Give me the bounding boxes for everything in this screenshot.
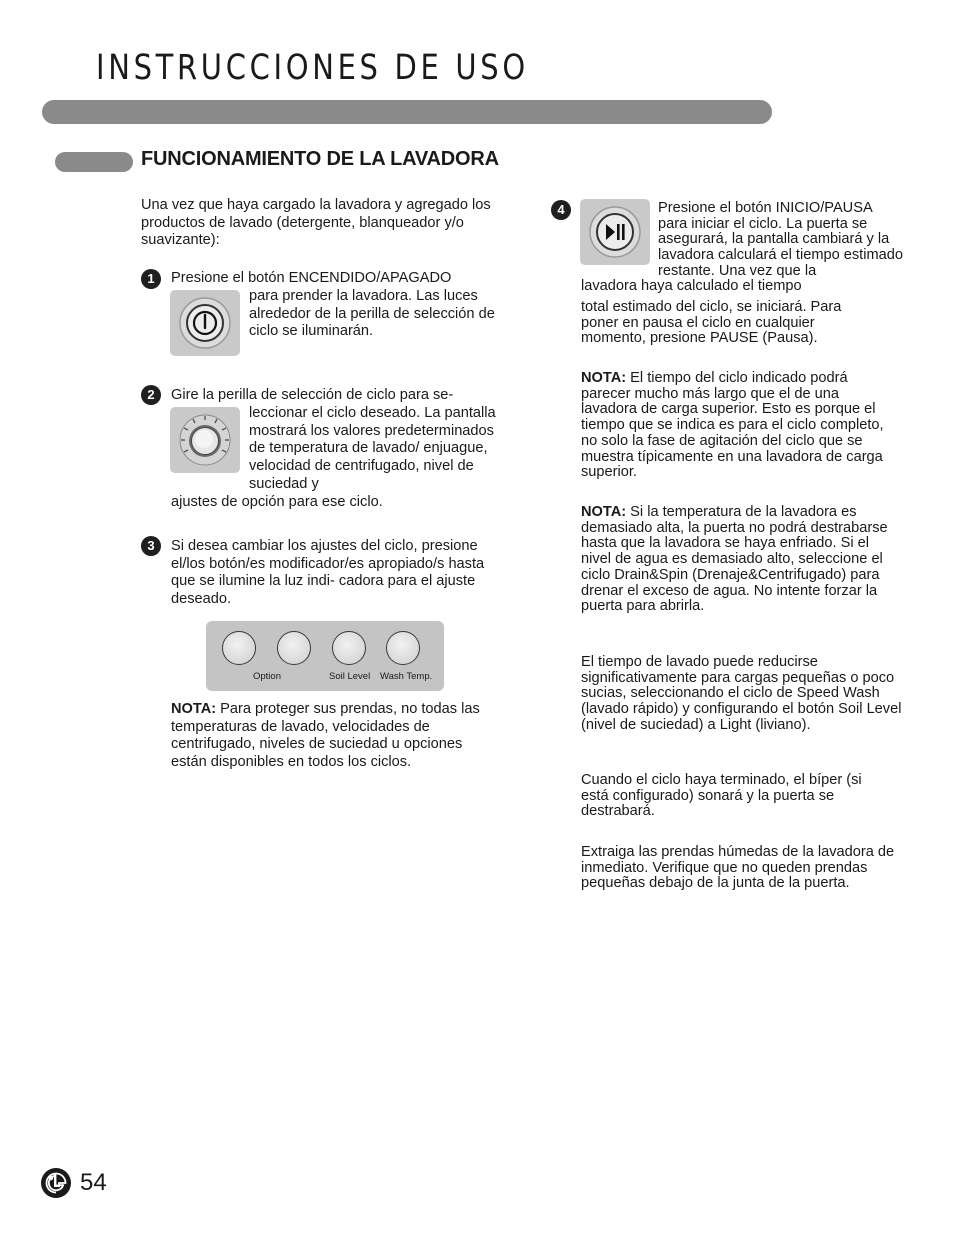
step-4-text: Presione el botón INICIO/PAUSA para iniciar el ciclo. La puerta se asegurará, la pantalla cambiará y la lavadora calculará el tiempo estimado restante. Una vez que la xyxy=(658,200,903,279)
page-number: 54 xyxy=(80,1169,107,1196)
speed-wash-paragraph: El tiempo de lavado puede reducirse significativamente para cargas pequeñas o poco sucias, seleccionando el ciclo de Speed Wash (lavado rápido) y configurando el botón Soil Level (nivel de suciedad) a Light (liviano). xyxy=(581,654,902,733)
step-2-text: leccionar el ciclo deseado. La pantalla mostrará los valores predeterminados de temperatura de lavado/ enjuague, velocidad de centrifugado, nivel de suciedad y xyxy=(249,405,496,492)
soil-level-button[interactable] xyxy=(332,631,366,665)
power-button-image xyxy=(170,290,240,356)
lg-logo-icon xyxy=(40,1167,72,1199)
step-1-first-line: Presione el botón ENCENDIDO/APAGADO xyxy=(171,270,452,286)
step-number-badge: 4 xyxy=(551,200,571,220)
step-number-badge: 1 xyxy=(141,269,161,289)
step-4-wrap-line: lavadora haya calculado el tiempo xyxy=(581,278,802,294)
step-4-continuation: total estimado del ciclo, se iniciará. Para poner en pausa el ciclo en cualquier momento, presione PAUSE (Pausa). xyxy=(581,299,842,347)
start-pause-button-icon xyxy=(587,204,643,260)
step-2-tail: ajustes de opción para ese ciclo. xyxy=(171,494,383,510)
option-button[interactable] xyxy=(222,631,256,665)
intro-paragraph: Una vez que haya cargado la lavadora y agregado los productos de lavado (detergente, blanqueador y/o suavizante): xyxy=(141,197,491,249)
note-text: Si la temperatura de la lavadora es demasiado alta, la puerta no podrá destrabarse hasta que la lavadora se haya enfriado. Si el nivel de agua es demasiado alto, seleccione el ciclo Drain&Spin (Drenaje&Centrifugado) para drenar el exceso de agua. No intente forzar la puerta para abrirla. xyxy=(581,504,888,615)
note-text: El tiempo del ciclo indicado podrá parecer mucho más largo que el de una lavadora de carga superior. Esto es porque el tiempo que se indica es para el ciclo completo, no solo la fase de agitación del ciclo que se muestra típicamente en una lavadora de carga superior. xyxy=(581,370,884,481)
step-2-first-line: Gire la perilla de selección de ciclo para se- xyxy=(171,387,454,403)
option-label: Option xyxy=(253,671,281,682)
unlabeled-button[interactable] xyxy=(277,631,311,665)
cycle-selector-knob-icon xyxy=(177,412,233,468)
page-title: INSTRUCCIONES DE USO xyxy=(96,48,529,88)
modifier-button-panel xyxy=(206,621,444,691)
step-1-text: para prender la lavadora. Las luces alrededor de la perilla de selección de ciclo se iluminarán. xyxy=(249,288,495,340)
note-label: NOTA: xyxy=(171,701,217,717)
cycle-knob-image xyxy=(170,407,240,473)
section-marker-pill xyxy=(55,152,133,172)
note-label: NOTA: xyxy=(581,370,627,386)
step-number-badge: 3 xyxy=(141,536,161,556)
wash-temp-button[interactable] xyxy=(386,631,420,665)
power-button-icon xyxy=(177,295,233,351)
remove-clothes-paragraph: Extraiga las prendas húmedas de la lavadora de inmediato. Verifique que no queden prendas pequeñas debajo de la junta de la puerta. xyxy=(581,844,895,892)
note-text: Para proteger sus prendas, no todas las temperaturas de lavado, velocidades de centrifugado, niveles de suciedad u opciones están disponibles en todos los ciclos. xyxy=(171,701,480,771)
step-number-badge: 2 xyxy=(141,385,161,405)
cycle-time-note xyxy=(581,371,891,481)
cycle-end-paragraph: Cuando el ciclo haya terminado, el bíper (si está configurado) sonará y la puerta se destrabará. xyxy=(581,772,862,820)
start-pause-button-image xyxy=(580,199,650,265)
wash-temp-label: Wash Temp. xyxy=(380,671,433,682)
soil-level-label: Soil Level xyxy=(329,671,371,682)
header-divider-bar xyxy=(42,100,772,124)
step-3-note xyxy=(171,701,496,772)
door-temperature-note xyxy=(581,505,891,615)
step-3-text: Si desea cambiar los ajustes del ciclo, presione el/los botón/es modificador/es apropiado/s hasta que se ilumine la luz indi- cadora para el ajuste deseado. xyxy=(171,538,485,608)
section-title: FUNCIONAMIENTO DE LA LAVADORA xyxy=(141,148,499,170)
note-label: NOTA: xyxy=(581,504,627,520)
